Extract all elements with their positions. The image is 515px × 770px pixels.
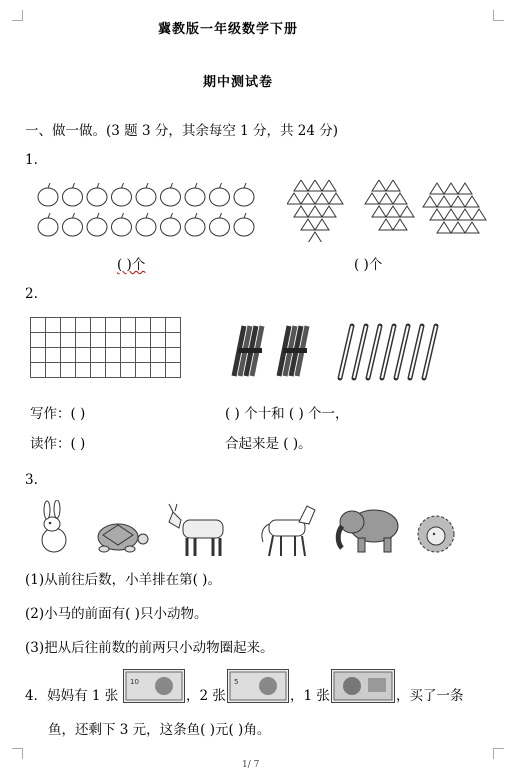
page-corner-mark [493, 10, 504, 21]
tens-ones-line: ( ) 个十和 ( ) 个一， [225, 406, 349, 422]
triangle-icon [472, 209, 486, 220]
triangle-icon [386, 180, 400, 191]
apple-icon [63, 213, 83, 236]
apple-icon [210, 183, 230, 206]
apple-icon [234, 213, 254, 236]
banknote-icon [123, 669, 185, 703]
triangle-icon [430, 183, 444, 194]
combined-line: 合起来是 ( )。 [225, 436, 312, 452]
apple-icon [112, 183, 132, 206]
triangle-icon [308, 180, 322, 191]
question-number: 1. [25, 152, 38, 168]
apple-icon [234, 183, 254, 206]
triangle-icon [308, 206, 322, 217]
rabbit-icon [30, 500, 78, 556]
read-label: 读作：( ) [30, 436, 86, 452]
apple-icon [161, 213, 181, 236]
triangle-icon [451, 196, 465, 207]
triangle-icon [430, 209, 444, 220]
document-subtitle: 期中测试卷 [203, 75, 274, 90]
triangle-icon [393, 219, 407, 230]
apple-icon [185, 183, 205, 206]
banknote-icon [227, 669, 289, 703]
apple-icon [87, 213, 107, 236]
triangle-icon [386, 206, 400, 217]
question-text: ，买了一条 [396, 688, 464, 704]
triangle-icon [294, 180, 308, 191]
question-number: 2. [25, 286, 38, 302]
triangle-icon [458, 209, 472, 220]
triangle-icon [372, 180, 386, 191]
triangle-icon [287, 193, 301, 204]
triangle-icon [444, 183, 458, 194]
triangle-icon [437, 222, 451, 233]
triangle-icon [322, 180, 336, 191]
triangle-icon [294, 206, 308, 217]
triangle-icon [315, 219, 329, 230]
goat-icon [165, 502, 240, 558]
triangle-icon [400, 206, 414, 217]
document-title: 冀教版一年级数学下册 [158, 22, 299, 37]
question-text: ，1 张 [290, 688, 330, 704]
apple-icon [38, 213, 58, 236]
hedgehog-icon [414, 512, 460, 556]
triangle-icon [423, 196, 437, 207]
apple-icon [112, 213, 132, 236]
sticks-illustration [220, 322, 445, 384]
page-number: 1/ 7 [242, 760, 260, 770]
triangle-icon [301, 219, 315, 230]
bundle-of-sticks-icon [279, 326, 307, 376]
answer-blank-triangles[interactable]: ( )个 [354, 257, 383, 273]
triangle-icon [322, 206, 336, 217]
horse-icon [255, 502, 321, 558]
apple-icon [185, 213, 205, 236]
triangle-icon [301, 193, 315, 204]
triangle-icon [465, 196, 479, 207]
triangle-icon [365, 193, 379, 204]
triangle-icon [379, 193, 393, 204]
stick-icon [340, 326, 436, 378]
triangle-icon [315, 193, 329, 204]
svg-text:10: 10 [130, 678, 139, 686]
question-line: (2)小马的前面有( )只小动物。 [25, 606, 208, 622]
question-line: (1)从前往后数，小羊排在第( )。 [25, 572, 221, 588]
page-corner-mark [12, 748, 23, 759]
question-number: 3. [25, 472, 38, 488]
apple-icon [87, 183, 107, 206]
triangle-icon [379, 219, 393, 230]
answer-blank-apples[interactable]: ( )个 [117, 257, 146, 273]
triangle-icon [451, 222, 465, 233]
page-corner-mark [12, 10, 23, 21]
triangle-icon [393, 193, 407, 204]
apple-icon [38, 183, 58, 206]
section-heading: 一、做一做。(3 题 3 分，其余每空 1 分，共 24 分) [25, 123, 339, 139]
hundred-grid [30, 317, 181, 378]
banknote-icon [331, 669, 395, 703]
turtle-icon [88, 515, 150, 555]
page-corner-mark [493, 748, 504, 759]
question-line: (3)把从后往前数的前两只小动物圈起来。 [25, 640, 274, 656]
apple-icon [136, 183, 156, 206]
triangle-icon [465, 222, 479, 233]
triangle-icon [308, 232, 322, 242]
svg-text:5: 5 [234, 678, 239, 686]
elephant-icon [332, 500, 407, 556]
triangle-icon [329, 193, 343, 204]
question-text: ，2 张 [186, 688, 226, 704]
apple-icon [136, 213, 156, 236]
apple-icon [63, 183, 83, 206]
triangle-icon [458, 183, 472, 194]
write-label: 写作：( ) [30, 406, 86, 422]
bundle-of-sticks-icon [234, 326, 262, 376]
triangle-icon [437, 196, 451, 207]
triangle-icon [444, 209, 458, 220]
apple-icon [210, 213, 230, 236]
triangle-groups [287, 180, 497, 242]
apple-group [36, 180, 266, 242]
question-text: 4．妈妈有 1 张 [25, 688, 119, 704]
apple-icon [161, 183, 181, 206]
question-text: 鱼，还剩下 3 元，这条鱼( )元( )角。 [48, 722, 271, 738]
triangle-icon [372, 206, 386, 217]
